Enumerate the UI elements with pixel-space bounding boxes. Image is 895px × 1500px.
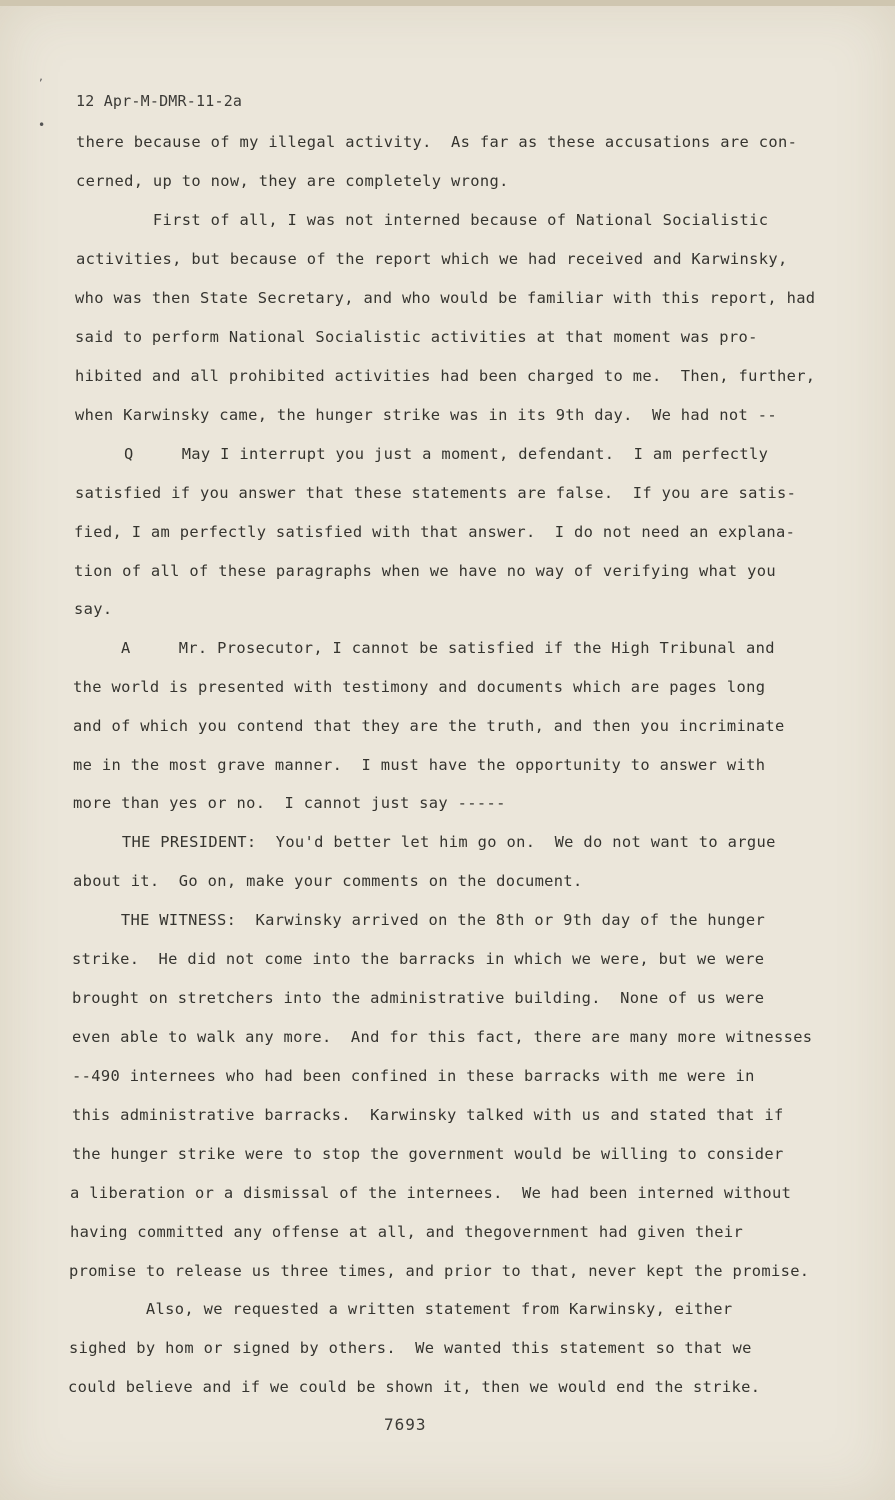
answer-line: A Mr. Prosecutor, I cannot be satisfied if the High Tribunal and — [121, 639, 775, 657]
question-line: Q May I interrupt you just a moment, defendant. I am perfectly — [124, 445, 769, 463]
text-line: the hunger strike were to stop the government would be willing to consider — [72, 1145, 784, 1163]
text-line: Also, we requested a written statement from Karwinsky, either — [69, 1300, 733, 1318]
margin-mark: , — [38, 72, 45, 83]
text-line: about it. Go on, make your comments on the document. — [73, 872, 583, 890]
text-line: and of which you contend that they are the truth, and then you incriminate — [73, 717, 785, 735]
text-line: could believe and if we could be shown it, then we would end the strike. — [68, 1378, 761, 1396]
text-line: cerned, up to now, they are completely wrong. — [76, 172, 509, 190]
document-reference: 12 Apr-M-DMR-11-2a — [76, 92, 243, 110]
text-line: me in the most grave manner. I must have the opportunity to answer with — [73, 756, 766, 774]
text-line: brought on stretchers into the administrative building. None of us were — [72, 989, 765, 1007]
text-line: who was then State Secretary, and who would be familiar with this report, had — [75, 289, 816, 307]
text-line: promise to release us three times, and prior to that, never kept the promise. — [69, 1262, 810, 1280]
text-line: fied, I am perfectly satisfied with that answer. I do not need an explana- — [74, 523, 796, 541]
text-line: a liberation or a dismissal of the internees. We had been interned without — [70, 1184, 792, 1202]
text-line: said to perform National Socialistic activities at that moment was pro- — [75, 328, 758, 346]
text-line: tion of all of these paragraphs when we have no way of verifying what you — [74, 562, 776, 580]
text-line: more than yes or no. I cannot just say ----- — [73, 794, 506, 812]
text-line: satisfied if you answer that these statements are false. If you are satis- — [75, 484, 797, 502]
text-line: --490 internees who had been confined in these barracks with me were in — [72, 1067, 755, 1085]
page-number: 7693 — [384, 1415, 427, 1434]
text-line: hibited and all prohibited activities had been charged to me. Then, further, — [75, 367, 816, 385]
text-line: First of all, I was not interned because of National Socialistic — [76, 211, 769, 229]
text-line: even able to walk any more. And for this fact, there are many more witnesses — [72, 1028, 813, 1046]
text-line: there because of my illegal activity. As far as these accusations are con- — [76, 133, 798, 151]
text-line: this administrative barracks. Karwinsky talked with us and stated that if — [72, 1106, 784, 1124]
speaker-line: THE WITNESS: Karwinsky arrived on the 8th or 9th day of the hunger — [92, 911, 766, 929]
text-line: when Karwinsky came, the hunger strike was in its 9th day. We had not -- — [75, 406, 777, 424]
page-top-edge — [0, 0, 895, 6]
text-line: activities, but because of the report which we had received and Karwinsky, — [76, 250, 788, 268]
margin-mark: • — [38, 118, 46, 132]
speaker-line: THE PRESIDENT: You'd better let him go on. We do not want to argue — [93, 833, 776, 851]
text-line: strike. He did not come into the barracks in which we were, but we were — [72, 950, 765, 968]
text-line: having committed any offense at all, and thegovernment had given their — [70, 1223, 744, 1241]
text-line: the world is presented with testimony and documents which are pages long — [73, 678, 766, 696]
text-line: sighed by hom or signed by others. We wanted this statement so that we — [69, 1339, 752, 1357]
text-line: say. — [74, 600, 113, 618]
